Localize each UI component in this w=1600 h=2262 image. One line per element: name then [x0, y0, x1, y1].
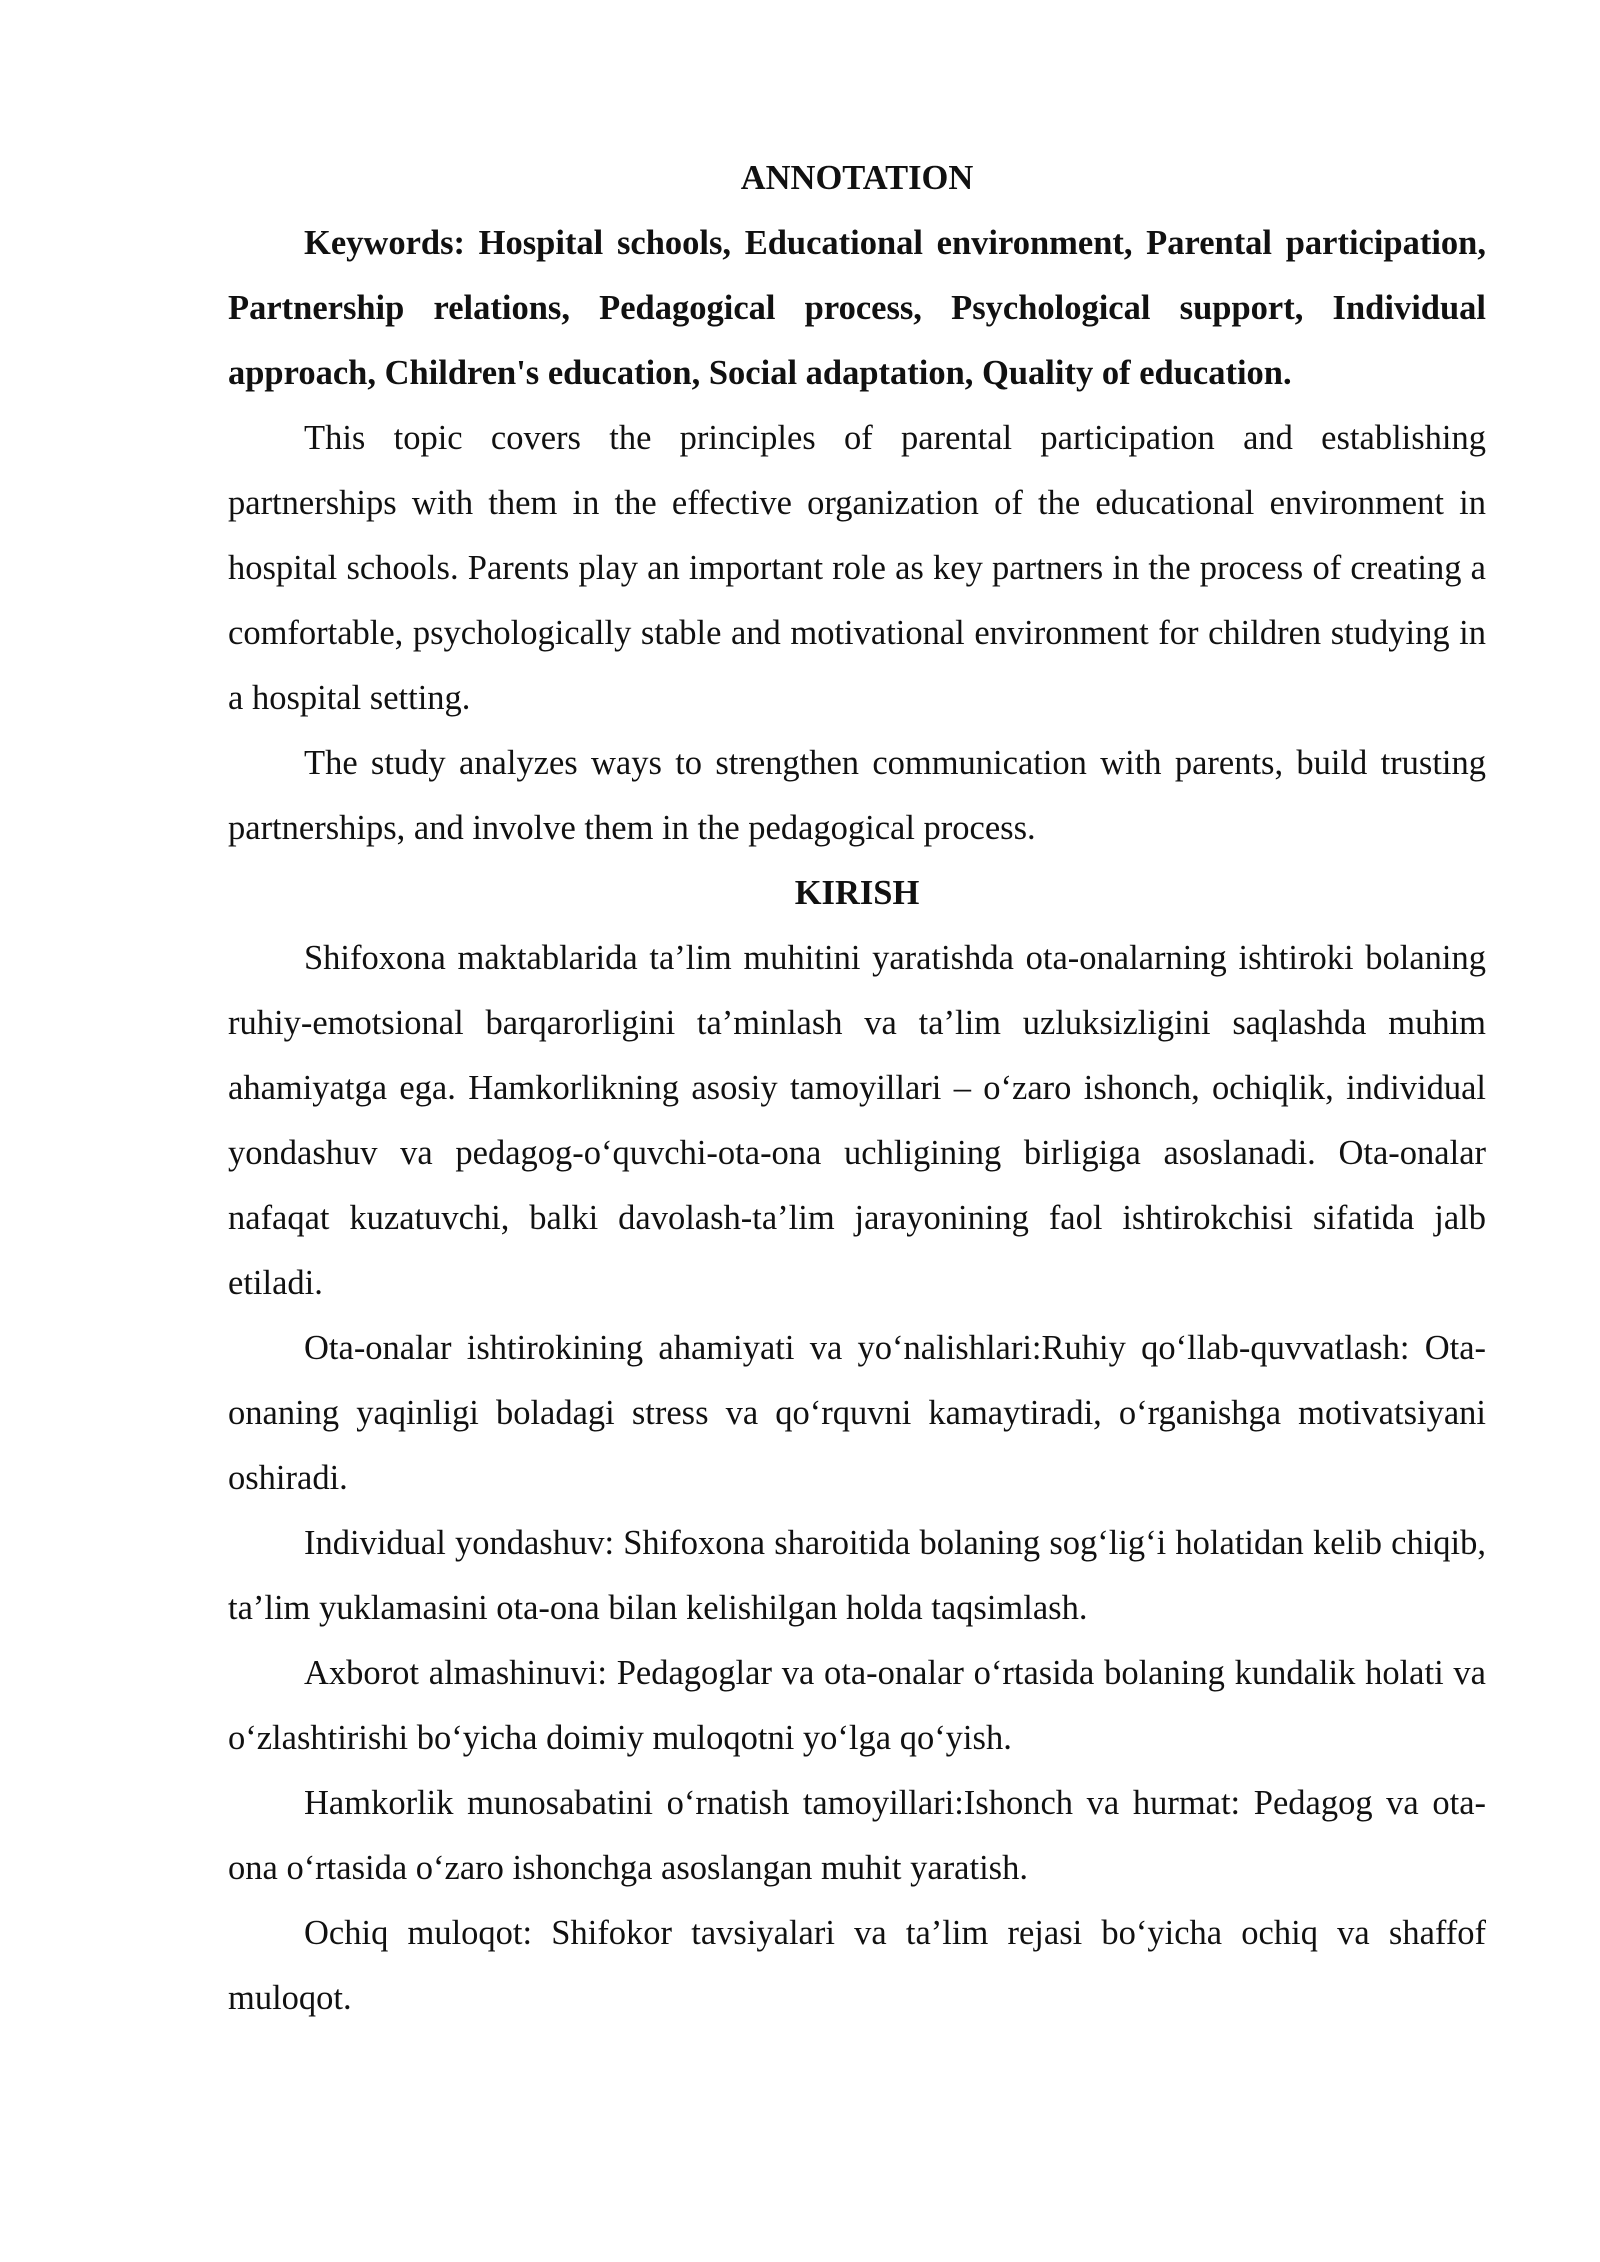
kirish-paragraph-4: Axborot almashinuvi: Pedagoglar va ota-onalar o‘rtasida bolaning kundalik holati va o‘zlashtirishi bo‘yicha doimiy muloqotni yo‘lga qo‘yish. [228, 1654, 1486, 1757]
kirish-paragraph-2: Ota-onalar ishtirokining ahamiyati va yo‘nalishlari:Ruhiy qo‘llab-quvvatlash: Ota-onaning yaqinligi boladagi stress va qo‘rquvni kamaytiradi, o‘rganishga motivatsiyani oshiradi. [228, 1329, 1486, 1497]
kirish-heading: KIRISH [794, 874, 920, 912]
kirish-paragraph-5: Hamkorlik munosabatini o‘rnatish tamoyillari:Ishonch va hurmat: Pedagog va ota-ona o‘rtasida o‘zaro ishonchga asoslangan muhit yaratish. [228, 1784, 1486, 1887]
kirish-paragraph-1: Shifoxona maktablarida ta’lim muhitini yaratishda ota-onalarning ishtiroki bolaning ruhiy-emotsional barqarorligini ta’minlash va ta’lim uzluksizligini saqlashda muhim ahamiyatga ega. Hamkorlikning asosiy tamoyillari – o‘zaro ishonch, ochiqlik, individual yondashuv va pedagog-o‘quvchi-ota-ona uchligining birligiga asoslanadi. Ota-onalar nafaqat kuzatuvchi, balki davolash-ta’lim jarayonining faol ishtirokchisi sifatida jalb etiladi. [228, 939, 1486, 1302]
annotation-paragraph-2: The study analyzes ways to strengthen communication with parents, build trusting partnerships, and involve them in the pedagogical process. [228, 744, 1486, 847]
kirish-paragraph-3: Individual yondashuv: Shifoxona sharoitida bolaning sog‘lig‘i holatidan kelib chiqib, ta’lim yuklamasini ota-ona bilan kelishilgan holda taqsimlash. [228, 1524, 1486, 1627]
document-page [228, 146, 1486, 2031]
keywords-paragraph: Keywords: Hospital schools, Educational environment, Parental participation, Partnership relations, Pedagogical process, Psychological support, Individual approach, Children's education, Social adaptation, Quality of education. [228, 224, 1486, 392]
annotation-heading: ANNOTATION [740, 159, 974, 197]
annotation-paragraph-1: This topic covers the principles of parental participation and establishing partnerships with them in the effective organization of the educational environment in hospital schools. Parents play an important role as key partners in the process of creating a comfortable, psychologically stable and motivational environment for children studying in a hospital setting. [228, 419, 1486, 717]
kirish-paragraph-6: Ochiq muloqot: Shifokor tavsiyalari va ta’lim rejasi bo‘yicha ochiq va shaffof muloqot. [228, 1914, 1486, 2017]
